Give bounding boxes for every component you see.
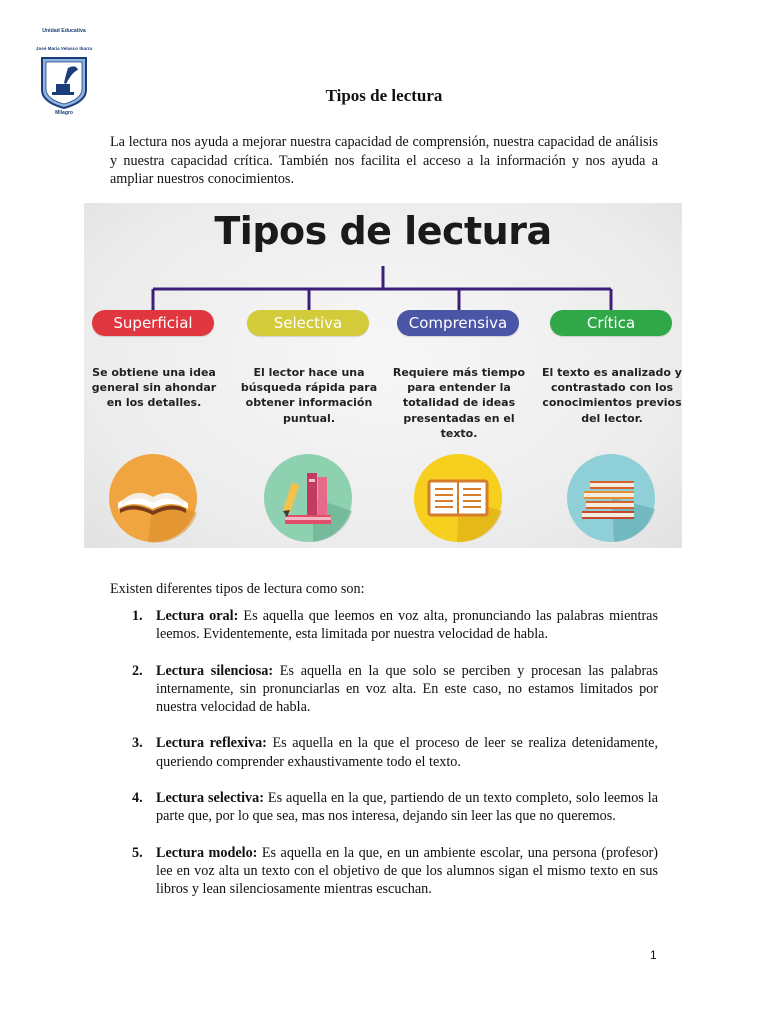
- list-item: [110, 607, 658, 644]
- list-item: [110, 844, 658, 899]
- list-item-term: Lectura silenciosa:: [156, 662, 274, 679]
- reading-types-list: [110, 607, 658, 899]
- list-item-text: Es aquella en la que solo se perciben y procesan las palabras internamente, sin pronunciarlas en voz alta. En este caso, no estamos limitados por nuestra velocidad de habla.: [156, 662, 658, 716]
- list-item: [110, 789, 658, 826]
- list-item-text: Es aquella en la que, partiendo de un texto completo, solo leemos la parte que, por lo que sea, mas nos interesa, dejando sin leer las que no queremos.: [156, 790, 658, 825]
- list-item: [110, 734, 658, 771]
- list-item-number: 1.: [132, 608, 143, 624]
- books-pencil-icon: [263, 453, 353, 543]
- category-description-comprensiva: Requiere más tiempo para entender la totalidad de ideas presentadas en el texto.: [392, 366, 526, 440]
- category-description-critica: El texto es analizado y contrastado con los conocimientos previos del lector.: [542, 366, 682, 425]
- list-item-number: 2.: [132, 662, 143, 679]
- category-pill-comprensiva: Comprensiva: [397, 310, 519, 336]
- school-crest-icon: [30, 28, 98, 120]
- list-item-term: Lectura oral:: [156, 608, 239, 624]
- logo-school-text: Unidad Educativa: [42, 28, 86, 34]
- book-stack-icon: [566, 453, 656, 543]
- list-item-term: Lectura modelo:: [156, 844, 258, 861]
- school-logo: [30, 28, 98, 120]
- list-item-number: 5.: [132, 844, 143, 861]
- page-number: 1: [650, 948, 657, 962]
- intro-paragraph: La lectura nos ayuda a mejorar nuestra capacidad de comprensión, nuestra capacidad de análisis y nuestra capacidad crítica. También nos facilita el acceso a la información y nos ayuda a ampliar nuestros conocimientos.: [110, 134, 658, 187]
- list-item-number: 3.: [132, 735, 143, 752]
- list-item-text: Es aquella en la que, en un ambiente escolar, una persona (profesor) lee en voz alta un texto con el objetivo de que los alumnos sigan el mismo texto en sus libros y lean silenciosamente mientras escuchan.: [156, 844, 658, 898]
- logo-name-text: José María Velasco Ibarra: [35, 46, 93, 51]
- page-title: Tipos de lectura: [325, 86, 443, 105]
- reading-book-icon: [413, 453, 503, 543]
- category-description-superficial: Se obtiene una idea general sin ahondar en los detalles.: [91, 366, 217, 410]
- logo-city-text: Milagro: [55, 110, 73, 116]
- list-item-text: Es aquella que leemos en voz alta, pronunciando las palabras mientras leemos. Evidentemente, esta limitada por nuestra velocidad de habla.: [156, 608, 658, 643]
- category-description-selectiva: El lector hace una búsqueda rápida para obtener información puntual.: [240, 366, 378, 425]
- infographic-title: Tipos de lectura: [214, 209, 552, 253]
- list-item-term: Lectura selectiva:: [156, 790, 264, 807]
- category-pill-superficial: Superficial: [92, 310, 214, 336]
- open-book-icon: [108, 453, 198, 543]
- list-item: [110, 662, 658, 717]
- list-item-term: Lectura reflexiva:: [156, 735, 267, 752]
- category-pill-selectiva: Selectiva: [247, 310, 369, 336]
- list-item-number: 4.: [132, 790, 143, 807]
- list-intro: Existen diferentes tipos de lectura como son:: [110, 581, 365, 597]
- category-pill-critica: Crítica: [550, 310, 672, 336]
- infographic: [84, 203, 682, 548]
- list-item-text: Es aquella en la que el proceso de leer se realiza detenidamente, queriendo comprender exhaustivamente todo el texto.: [156, 735, 658, 770]
